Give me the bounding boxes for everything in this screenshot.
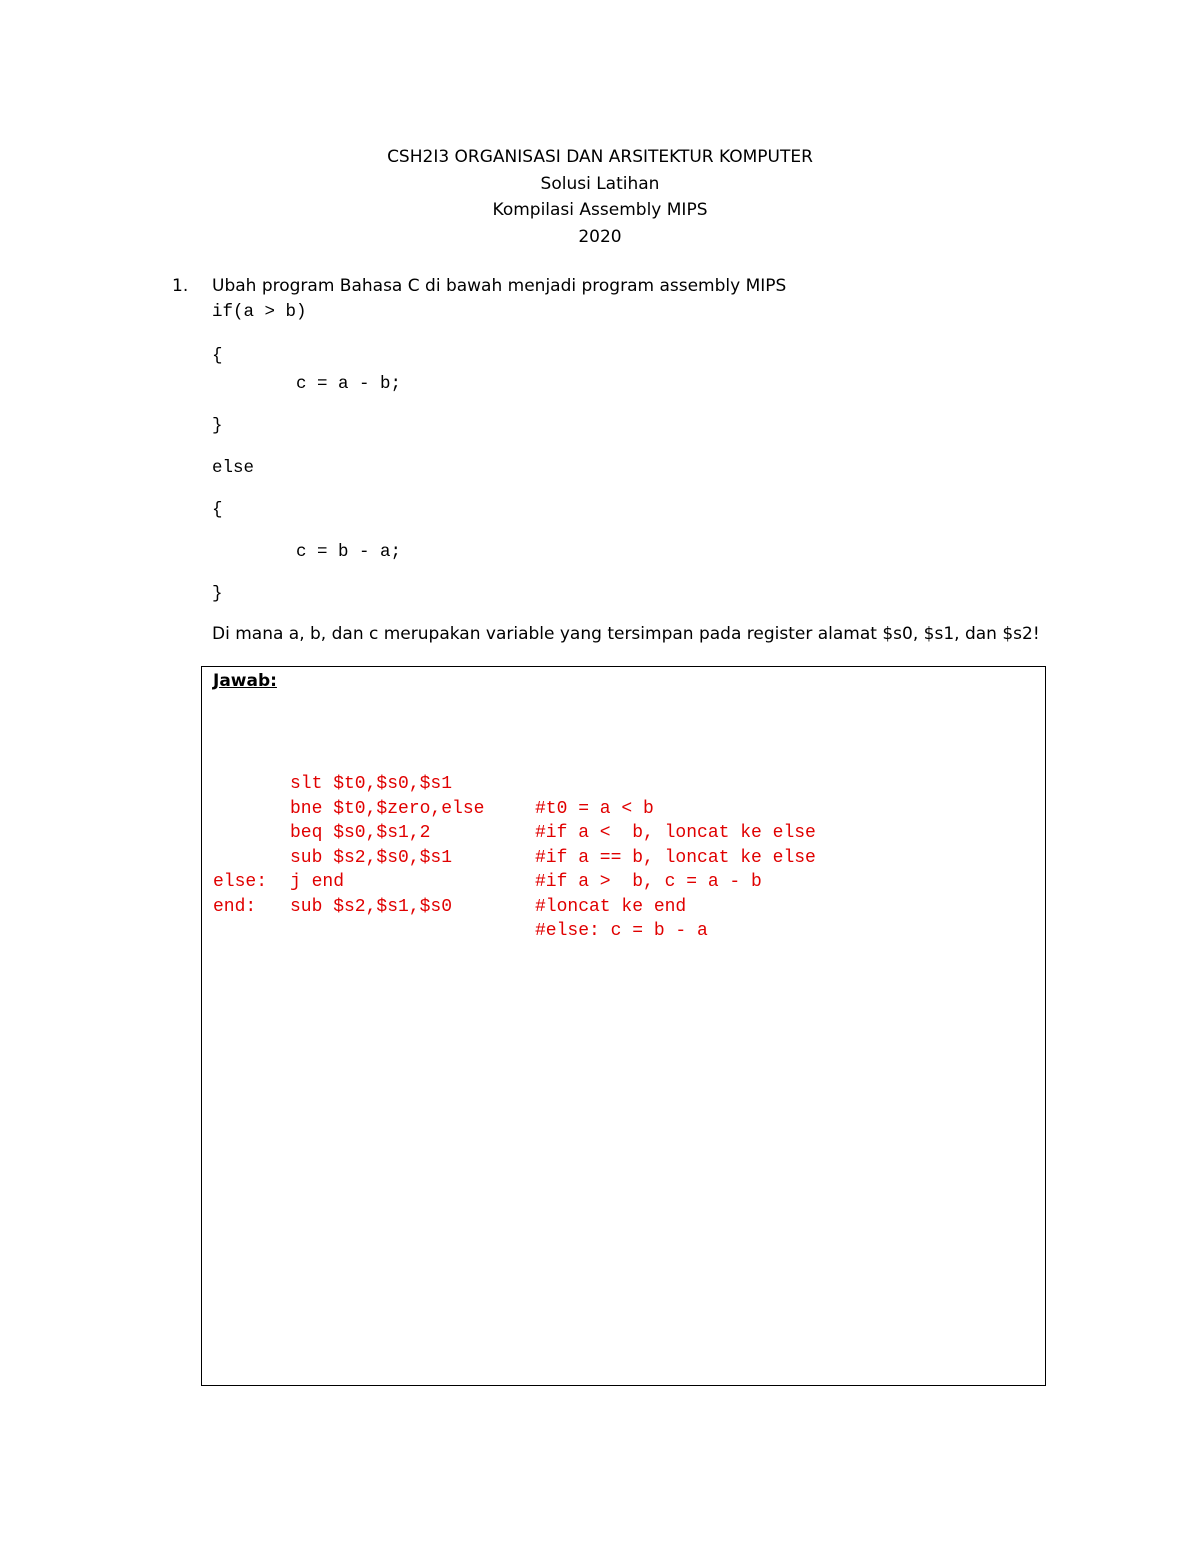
- c-code-line: c = b - a;: [212, 542, 402, 562]
- question-1: [172, 276, 786, 296]
- mips-code-block: [213, 723, 816, 941]
- question-note: Di mana a, b, dan c merupakan variable yang tersimpan pada register alamat $s0, $s1, dan $s2!: [212, 624, 1040, 644]
- document-year: 2020: [578, 226, 622, 247]
- question-number: 1.: [172, 276, 189, 296]
- asm-comment: #if a > b, c = a - b: [535, 872, 762, 892]
- c-code-line: }: [212, 584, 223, 604]
- asm-comment: #if a == b, loncat ke else: [535, 847, 816, 868]
- course-title: CSH2I3 ORGANISASI DAN ARSITEKTUR KOMPUTER: [387, 147, 813, 167]
- asm-line: [213, 870, 299, 917]
- answer-box: [201, 666, 1046, 1386]
- asm-comment: #else: c = b - a: [535, 921, 708, 941]
- question-text: Ubah program Bahasa C di bawah menjadi program assembly MIPS: [212, 276, 787, 296]
- document-subtitle: Solusi Latihan: [540, 173, 660, 194]
- c-code-line: else: [212, 458, 255, 478]
- document-header: [0, 144, 1200, 250]
- asm-comment: #if a < b, loncat ke else: [535, 823, 816, 843]
- c-code-line: }: [212, 416, 223, 436]
- c-code-line: {: [212, 500, 223, 520]
- c-code-line: c = a - b;: [212, 374, 402, 394]
- asm-label: end:: [213, 896, 257, 917]
- c-code-block: [212, 302, 402, 604]
- c-code-line: {: [212, 346, 223, 366]
- asm-comment: #t0 = a < b: [535, 798, 654, 819]
- asm-instruction: sub $s2,$s1,$s0: [290, 896, 453, 917]
- asm-instruction: sub $s2,$s0,$s1: [290, 847, 453, 868]
- asm-instruction: slt $t0,$s0,$s1: [290, 774, 453, 794]
- answer-label: Jawab:: [213, 671, 277, 691]
- asm-instruction: bne $t0,$zero,else: [290, 798, 485, 819]
- asm-instruction: beq $s0,$s1,2: [290, 823, 431, 843]
- c-code-line: if(a > b): [212, 302, 307, 322]
- asm-label: else:: [213, 872, 268, 892]
- document-topic: Kompilasi Assembly MIPS: [492, 200, 708, 220]
- asm-instruction: j end: [290, 872, 345, 892]
- asm-comment: #loncat ke end: [535, 896, 687, 917]
